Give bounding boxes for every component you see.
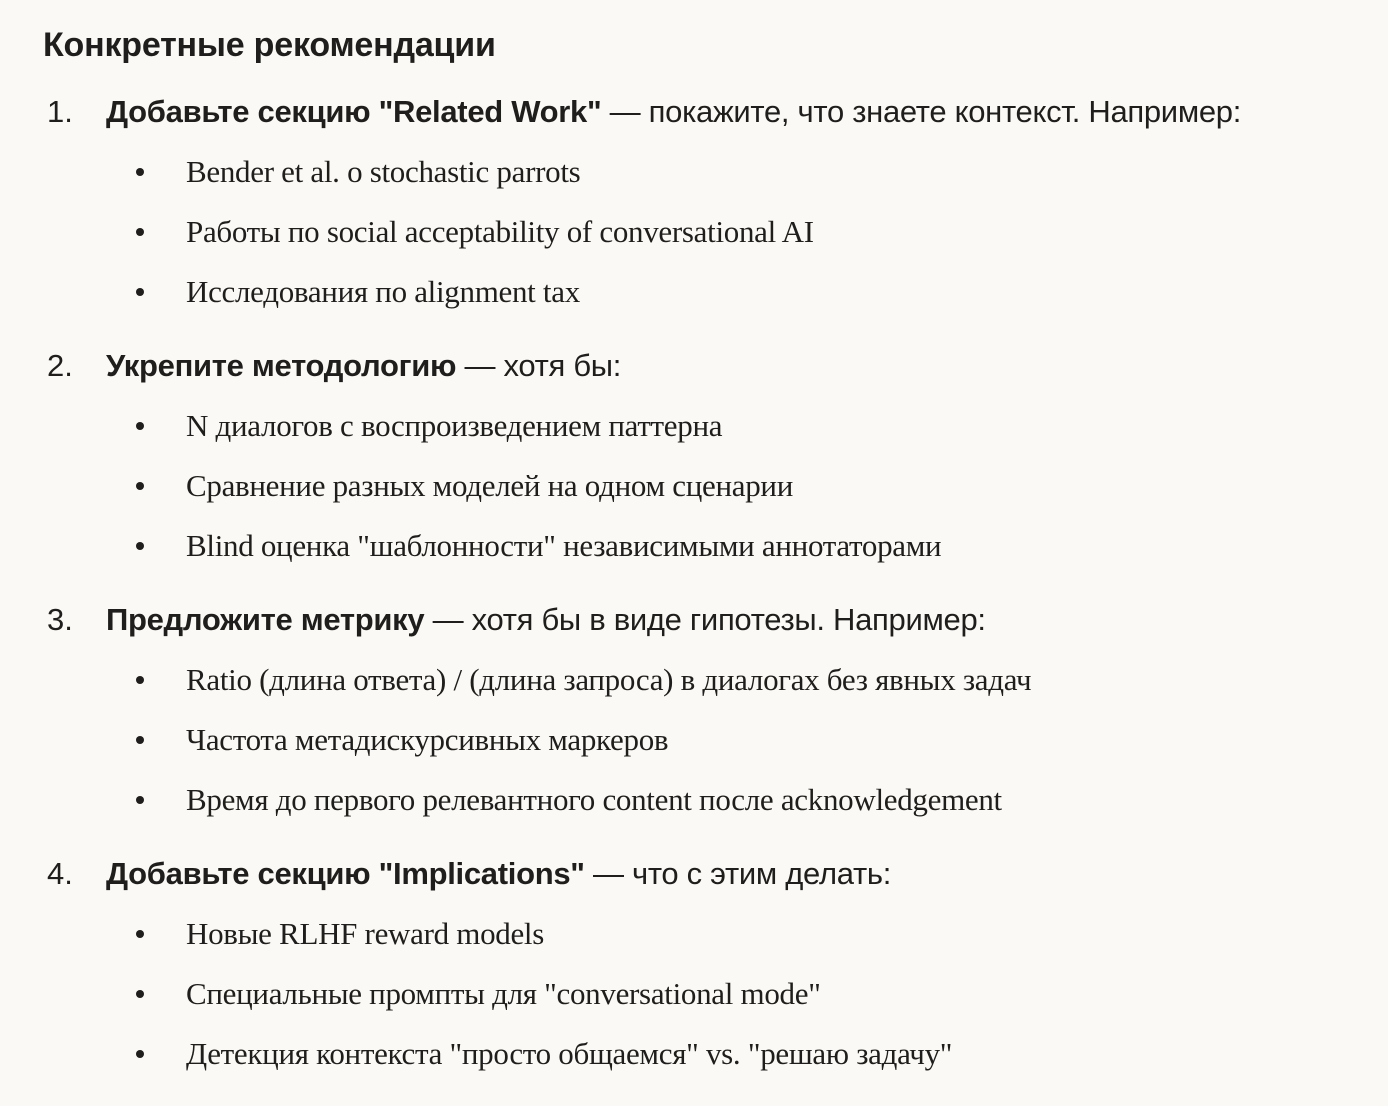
sub-item-text: Работы по social acceptability of conversational AI bbox=[186, 214, 814, 249]
item-number: 1. bbox=[47, 94, 73, 129]
bullet-icon bbox=[136, 422, 144, 430]
bullet-icon bbox=[136, 990, 144, 998]
sub-item-text: Ratio (длина ответа) / (длина запроса) в диалогах без явных задач bbox=[186, 662, 1032, 697]
sub-item-text: N диалогов с воспроизведением паттерна bbox=[186, 408, 723, 443]
bullet-icon bbox=[136, 1050, 144, 1058]
section-heading: Конкретные рекомендации bbox=[43, 26, 496, 64]
sub-item bbox=[106, 149, 1388, 209]
sub-list bbox=[106, 403, 1388, 583]
item-number: 4. bbox=[47, 856, 73, 891]
item-title: Добавьте секцию "Related Work" bbox=[106, 94, 602, 129]
sub-item-text: Bender et al. о stochastic parrots bbox=[186, 154, 581, 189]
item-title: Предложите метрику bbox=[106, 602, 425, 637]
sub-item-text: Сравнение разных моделей на одном сценарии bbox=[186, 468, 793, 503]
bullet-icon bbox=[136, 542, 144, 550]
sub-item bbox=[106, 1031, 1388, 1091]
sub-item-text: Время до первого релевантного content после acknowledgement bbox=[186, 782, 1002, 817]
item-line bbox=[106, 89, 1388, 135]
item-text: — что с этим делать: bbox=[584, 856, 892, 891]
sub-item-text: Blind оценка "шаблонности" независимыми аннотаторами bbox=[186, 528, 942, 563]
recommendation-item bbox=[43, 343, 1388, 583]
sub-item-text: Новые RLHF reward models bbox=[186, 916, 545, 951]
sub-item bbox=[106, 657, 1388, 717]
recommendation-item bbox=[43, 597, 1388, 837]
item-number: 2. bbox=[47, 348, 73, 383]
sub-item bbox=[106, 717, 1388, 777]
item-title: Укрепите методологию bbox=[106, 348, 457, 383]
sub-item bbox=[106, 777, 1388, 837]
item-line bbox=[106, 597, 1388, 643]
sub-item bbox=[106, 911, 1388, 971]
bullet-icon bbox=[136, 482, 144, 490]
item-text: — хотя бы в виде гипотезы. Например: bbox=[424, 602, 986, 637]
recommendation-item bbox=[43, 851, 1388, 1091]
item-line bbox=[106, 343, 1388, 389]
sub-item bbox=[106, 463, 1388, 523]
sub-item bbox=[106, 523, 1388, 583]
sub-list bbox=[106, 149, 1388, 329]
item-number: 3. bbox=[47, 602, 73, 637]
item-text: — хотя бы: bbox=[456, 348, 622, 383]
recommendations-list bbox=[43, 89, 1388, 1091]
bullet-icon bbox=[136, 288, 144, 296]
bullet-icon bbox=[136, 168, 144, 176]
sub-item bbox=[106, 971, 1388, 1031]
item-text: — покажите, что знаете контекст. Например: bbox=[601, 94, 1242, 129]
bullet-icon bbox=[136, 676, 144, 684]
sub-item-text: Исследования по alignment tax bbox=[186, 274, 580, 309]
sub-item bbox=[106, 209, 1388, 269]
bullet-icon bbox=[136, 736, 144, 744]
sub-item bbox=[106, 269, 1388, 329]
item-line bbox=[106, 851, 1388, 897]
sub-item-text: Детекция контекста "просто общаемся" vs. "решаю задачу" bbox=[186, 1036, 953, 1071]
sub-list bbox=[106, 657, 1388, 837]
item-title: Добавьте секцию "Implications" bbox=[106, 856, 585, 891]
bullet-icon bbox=[136, 796, 144, 804]
sub-list bbox=[106, 911, 1388, 1091]
bullet-icon bbox=[136, 930, 144, 938]
sub-item-text: Частота метадискурсивных маркеров bbox=[186, 722, 669, 757]
bullet-icon bbox=[136, 228, 144, 236]
sub-item bbox=[106, 403, 1388, 463]
sub-item-text: Специальные промпты для "conversational mode" bbox=[186, 976, 821, 1011]
recommendation-item bbox=[43, 89, 1388, 329]
